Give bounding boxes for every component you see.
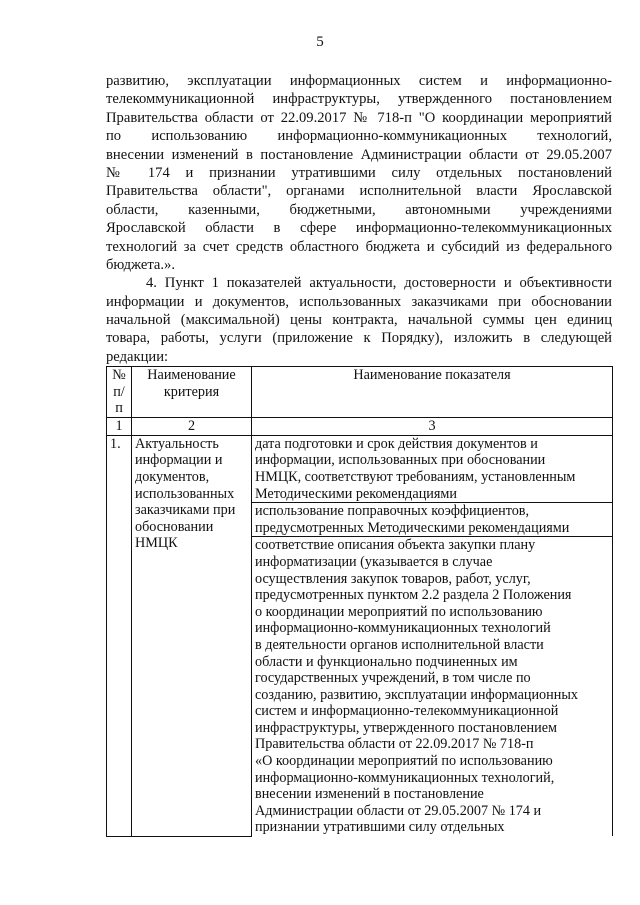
- header-indicator: Наименование показателя: [252, 367, 613, 418]
- text-line: начальной (максимальной) цены контракта, начальной суммы цен единиц: [106, 312, 612, 329]
- body-text: [106, 72, 612, 366]
- text-line: технологий за счет средств областного бюджета и субсидий из федерального: [106, 238, 612, 255]
- text-line: бюджета.».: [106, 256, 176, 273]
- column-number-row: [107, 417, 613, 435]
- text-line: 4. Пункт 1 показателей актуальности, достоверности и объективности: [146, 275, 612, 292]
- header-criterion: Наименование критерия: [132, 367, 252, 418]
- text-line: внесении изменений в постановление Администрации области от 29.05.2007: [106, 146, 612, 163]
- indicator-cell: дата подготовки и срок действия документов и информации, использованных при обосновании НМЦК, соответствуют требованиям, установленным Методическими рекомендациями: [252, 435, 613, 502]
- text-line: области, казенными, бюджетными, автономными учреждениями: [106, 201, 612, 218]
- text-line: № 174 и признании утратившими силу отдельных постановлений: [106, 164, 612, 181]
- indicator-cell: соответствие описания объекта закупки плану информатизации (указывается в случае осуществления закупок товаров, работ, услуг, предусмотренных пунктом 2.2 раздела 2 Положения о координации мероприятий по использованию информационно-коммуникационных технологий в деятельности органов исполнительной власти области и функционально подчиненных им государственных учреждений, в том числе по созданию, развитию, эксплуатации информационных систем и информационно-телекоммуникационной инфраструктуры, утвержденного постановлением Правительства области от 22.09.2017 № 718-п «О координации мероприятий по использованию информационно-коммуникационных технологий, внесении изменений в постановление Администрации области от 29.05.2007 № 174 и признании утратившими силу отдельных: [252, 537, 613, 836]
- text-line: товара, работы, услуги (приложение к Порядку), изложить в следующей: [106, 330, 612, 347]
- page-number: 5: [316, 34, 324, 50]
- text-line: Ярославской области в сфере информационно-телекоммуникационных: [106, 220, 612, 237]
- text-line: развитию, эксплуатации информационных систем и информационно-: [106, 73, 612, 89]
- indicator-cell: использование поправочных коэффициентов, предусмотренных Методическими рекомендациями: [252, 503, 613, 537]
- column-number: 1: [107, 417, 132, 435]
- table-row: [107, 435, 613, 502]
- column-number: 2: [132, 417, 252, 435]
- row-number: 1.: [107, 435, 132, 836]
- text-line: редакции:: [106, 348, 169, 365]
- text-line: телекоммуникационной инфраструктуры, утвержденного постановлением: [106, 91, 612, 108]
- criterion-cell: Актуальность информации и документов, использованных заказчиками при обосновании НМЦК: [132, 435, 252, 836]
- text-line: Правительства области", органами исполнительной власти Ярославской: [106, 183, 612, 200]
- criteria-table: [106, 366, 613, 837]
- header-num: № п/п: [107, 367, 132, 418]
- text-line: Правительства области от 22.09.2017 № 718-п "О координации мероприятий: [106, 109, 612, 126]
- text-line: по использованию информационно-коммуникационных технологий,: [106, 128, 612, 145]
- table-header-row: [107, 367, 613, 418]
- column-number: 3: [252, 417, 613, 435]
- text-line: информации и документов, использованных заказчиками при обосновании: [106, 293, 612, 310]
